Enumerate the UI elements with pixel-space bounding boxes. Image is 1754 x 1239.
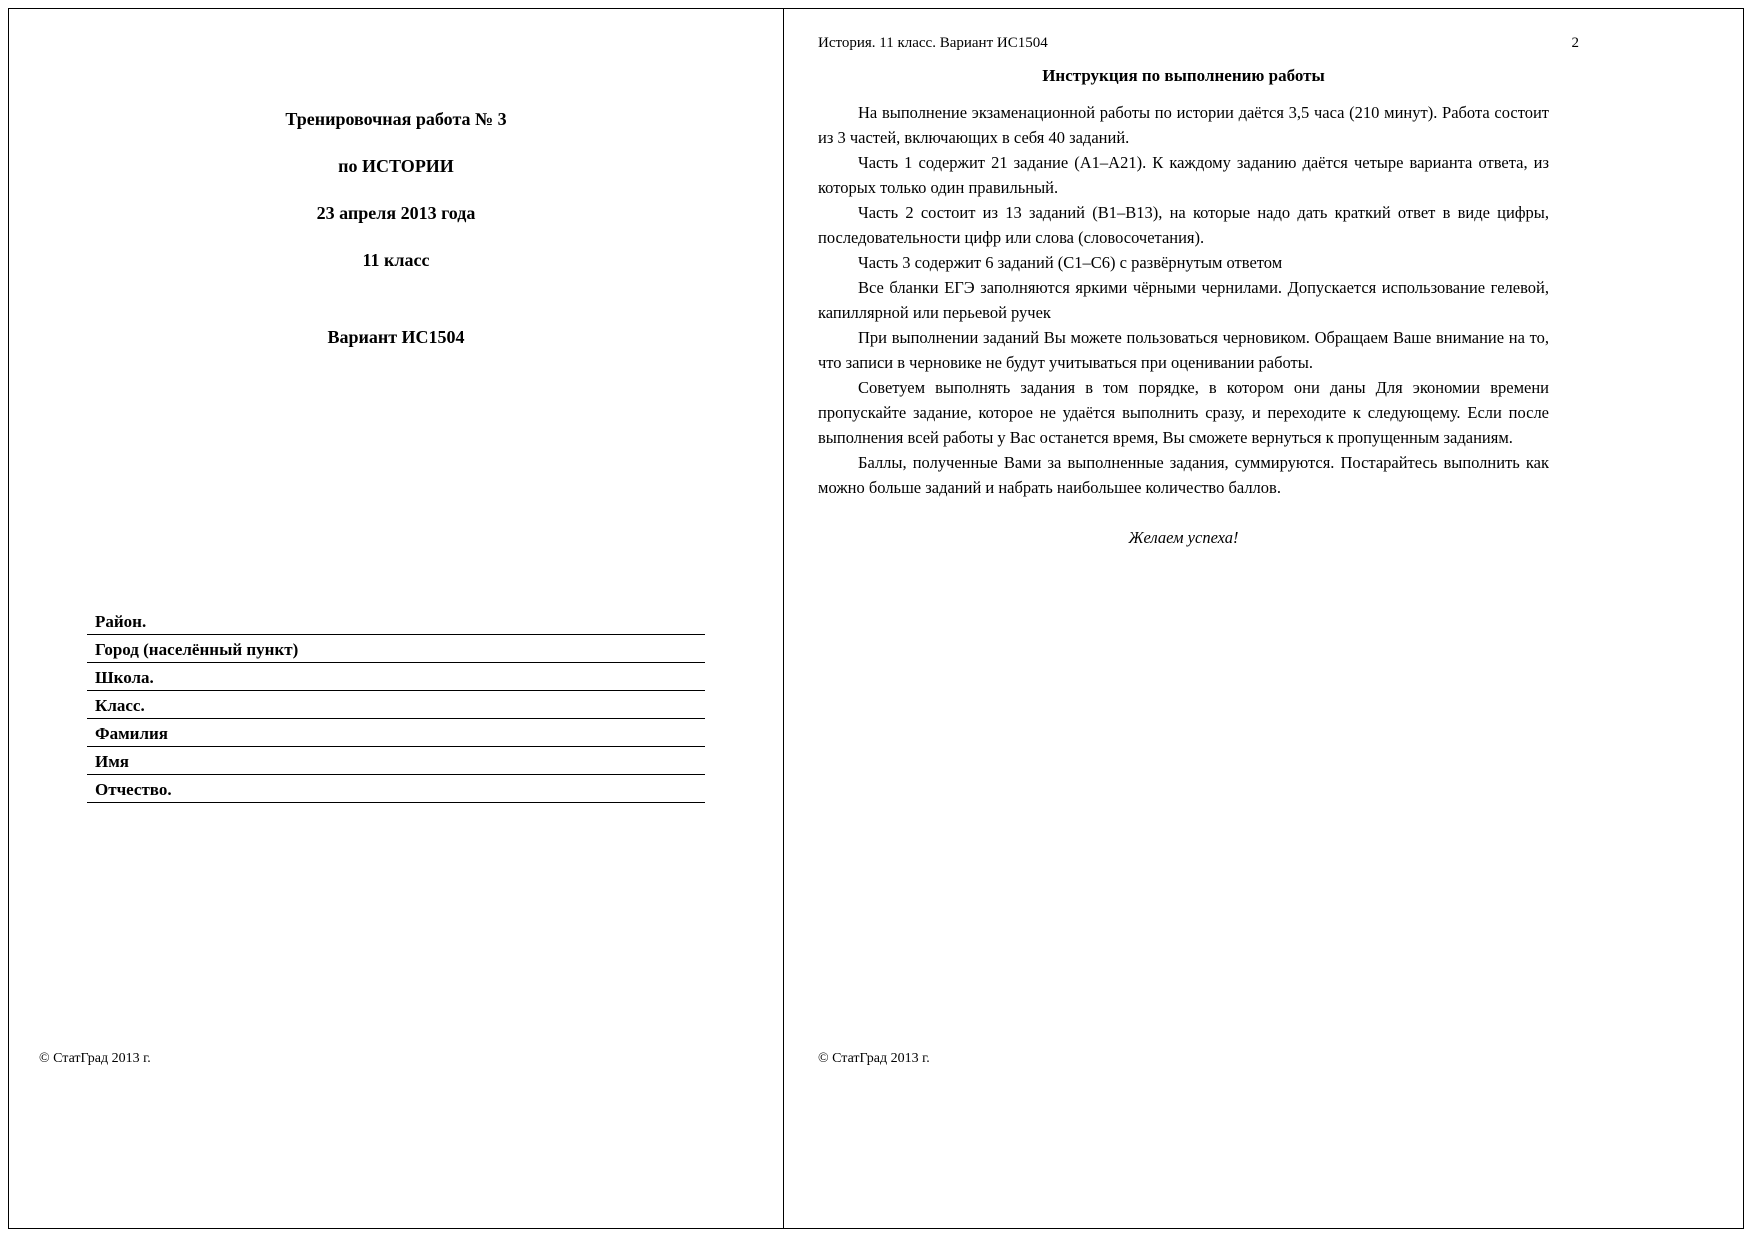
good-luck-message: Желаем успеха! bbox=[1128, 528, 1239, 547]
form-field-class bbox=[87, 691, 705, 719]
form-field-name bbox=[87, 747, 705, 775]
instruction-paragraph: Часть 3 содержит 6 заданий (С1–С6) с развёрнутым ответом bbox=[858, 253, 1283, 272]
section-title: Инструкция по выполнению работы bbox=[1042, 66, 1325, 85]
form-field-label: Город (населённый пункт) bbox=[95, 640, 299, 659]
instructions-page bbox=[784, 9, 1745, 1228]
title-block bbox=[9, 109, 783, 348]
form-field-label: Имя bbox=[95, 752, 129, 771]
form-field-label: Класс. bbox=[95, 696, 145, 715]
page-header bbox=[818, 35, 1579, 52]
date-line: 23 апреля 2013 года bbox=[316, 203, 476, 223]
document-spread bbox=[8, 8, 1744, 1229]
grade-line: 11 класс bbox=[362, 250, 430, 270]
copyright-footer: © СтатГрад 2013 г. bbox=[818, 1051, 930, 1066]
instruction-paragraph: Все бланки ЕГЭ заполняются яркими чёрными чернилами. Допускается использование гелевой, капиллярной или перьевой ручек bbox=[818, 278, 1549, 322]
instruction-paragraph: Часть 2 состоит из 13 заданий (В1–В13), на которые надо дать краткий ответ в виде цифры, последовательности цифр или слова (словосочетания). bbox=[818, 203, 1549, 247]
student-info-form bbox=[87, 607, 705, 803]
cover-page bbox=[9, 9, 783, 1228]
instruction-paragraph: Баллы, полученные Вами за выполненные задания, суммируются. Постарайтесь выполнить как можно больше заданий и набрать наибольшее количество баллов. bbox=[818, 453, 1549, 497]
form-field-patronymic bbox=[87, 775, 705, 803]
subject-line: по ИСТОРИИ bbox=[338, 156, 454, 176]
instruction-paragraph: Часть 1 содержит 21 задание (А1–А21). К каждому заданию даётся четыре варианта ответа, из которых только один правильный. bbox=[818, 153, 1549, 197]
instruction-paragraph: На выполнение экзаменационной работы по истории даётся 3,5 часа (210 минут). Работа состоит из 3 частей, включающих в себя 40 заданий. bbox=[818, 103, 1549, 147]
running-header: История. 11 класс. Вариант ИС1504 bbox=[818, 35, 1048, 51]
instructions-body bbox=[818, 100, 1549, 500]
form-field-label: Фамилия bbox=[95, 724, 169, 743]
form-field-label: Школа. bbox=[95, 668, 154, 687]
instruction-paragraph: При выполнении заданий Вы можете пользоваться черновиком. Обращаем Ваше внимание на то, что записи в черновике не будут учитываться при оценивании работы. bbox=[818, 328, 1549, 372]
instruction-paragraph: Советуем выполнять задания в том порядке, в котором они даны Для экономии времени пропускайте задание, которое не удаётся выполнить сразу, и переходите к следующему. Если после выполнения всей работы у Вас останется время, Вы сможете вернуться к пропущенным заданиям. bbox=[818, 378, 1549, 447]
form-field-surname bbox=[87, 719, 705, 747]
page-number: 2 bbox=[1571, 35, 1579, 51]
form-field-label: Район. bbox=[95, 612, 147, 631]
form-field-city bbox=[87, 635, 705, 663]
form-field-district bbox=[87, 607, 705, 635]
copyright-footer: © СтатГрад 2013 г. bbox=[39, 1051, 151, 1066]
variant-label: Вариант ИС1504 bbox=[327, 327, 465, 347]
form-field-school bbox=[87, 663, 705, 691]
work-title: Тренировочная работа № 3 bbox=[285, 109, 507, 129]
form-field-label: Отчество. bbox=[95, 780, 172, 799]
